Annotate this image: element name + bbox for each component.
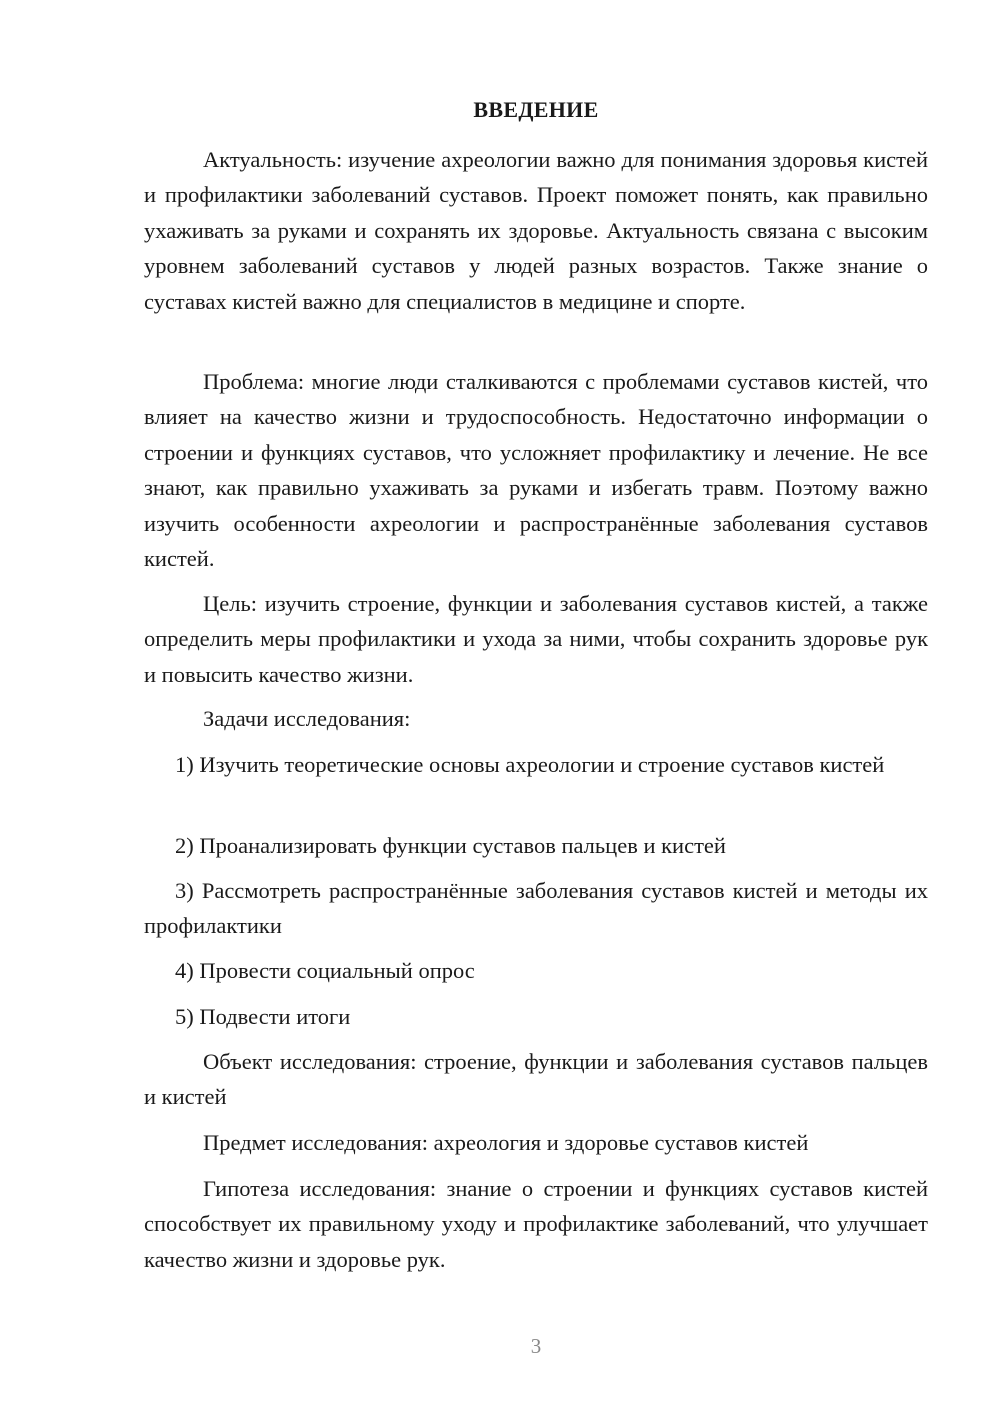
list-item-task-3: 3) Рассмотреть распространённые заболевания суставов кистей и методы их профилактики [144,878,928,939]
paragraph-relevance: Актуальность: изучение ахреологии важно для понимания здоровья кистей и профилактики заболеваний суставов. Проект поможет понять, как правильно ухаживать за руками и сохранять их здоровье. Актуальность связана с высоким уровнем заболеваний суставов у людей разных возрастов. Также знание о суставах кистей важно для специалистов в медицине и спорте. [144,147,928,314]
paragraph-hypothesis: Гипотеза исследования: знание о строении и функциях суставов кистей способствует их правильному уходу и профилактике заболеваний, что улучшает качество жизни и здоровье рук. [144,1176,928,1272]
list-item-task-1: 1) Изучить теоретические основы ахреологии и строение суставов кистей [175,752,885,777]
list-item-task-4: 4) Провести социальный опрос [175,958,475,983]
paragraph-goal: Цель: изучить строение, функции и заболевания суставов кистей, а также определить меры профилактики и ухода за ними, чтобы сохранить здоровье рук и повысить качество жизни. [144,591,928,687]
paragraph-problem: Проблема: многие люди сталкиваются с проблемами суставов кистей, что влияет на качество жизни и трудоспособность. Недостаточно информации о строении и функциях суставов, что усложняет профилактику и лечение. Не все знают, как правильно ухаживать за руками и избегать травм. Поэтому важно изучить особенности ахреологии и распространённые заболевания суставов кистей. [144,369,928,572]
page-number: 3 [530,1334,542,1358]
tasks-heading: Задачи исследования: [203,706,411,731]
paragraph-subject: Предмет исследования: ахреология и здоровье суставов кистей [203,1130,809,1155]
list-item-task-2: 2) Проанализировать функции суставов пальцев и кистей [175,833,726,858]
page-title: ВВЕДЕНИЕ [473,97,599,122]
list-item-task-5: 5) Подвести итоги [175,1004,351,1029]
paragraph-object: Объект исследования: строение, функции и заболевания суставов пальцев и кистей [144,1049,928,1110]
